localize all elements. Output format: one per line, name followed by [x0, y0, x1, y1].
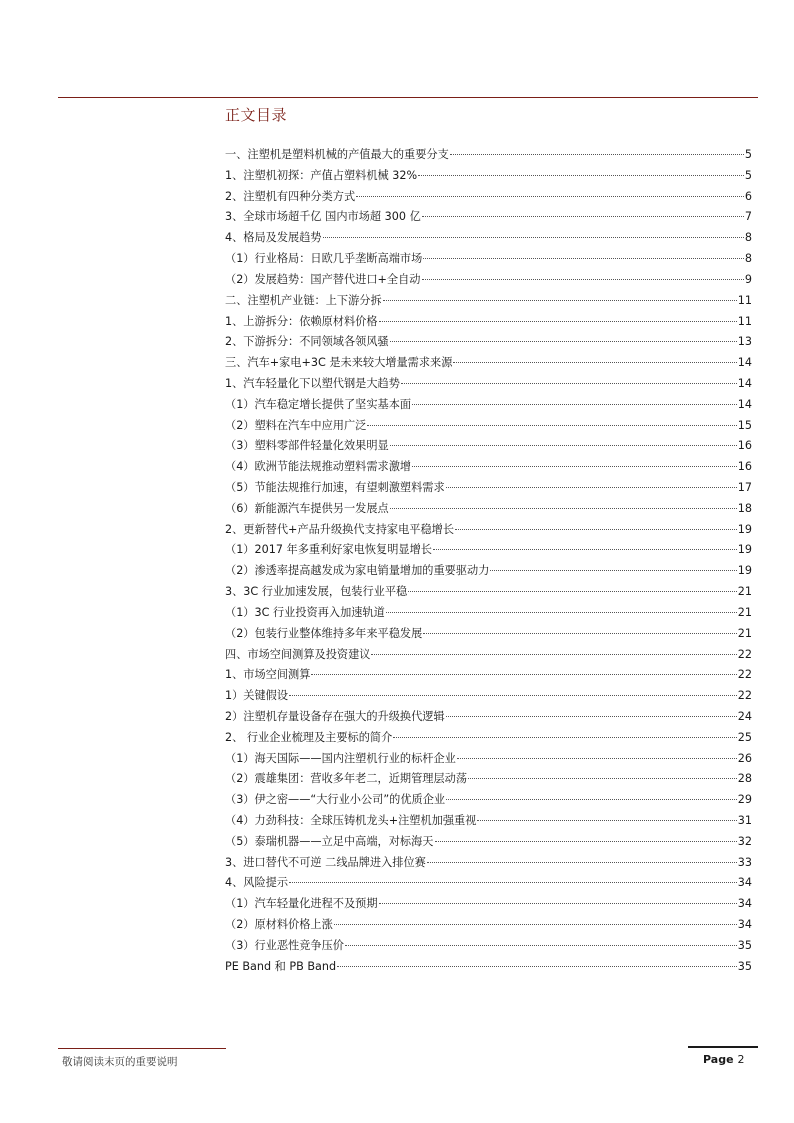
toc-entry-page: 21	[737, 605, 752, 619]
toc-entry-page: 16	[737, 439, 752, 453]
toc-entry-text: 3、3C 行业加速发展，包装行业平稳	[225, 585, 408, 599]
toc-entry-text: PE Band 和 PB Band	[225, 959, 337, 973]
toc-entry-text: （1）汽车轻量化进程不及预期	[225, 897, 378, 911]
toc-entry-page: 8	[744, 252, 752, 266]
toc-entry-text: （4）力劲科技：全球压铸机龙头+注塑机加强重视	[225, 814, 477, 827]
toc-entry[interactable]	[225, 478, 752, 499]
page-number: 2	[737, 1053, 745, 1066]
toc-leader-dots	[289, 881, 737, 883]
toc-leader-dots	[468, 777, 737, 779]
toc-leader-dots	[379, 320, 737, 322]
toc-entry-page: 14	[737, 376, 752, 390]
toc-entry-page: 8	[744, 231, 752, 245]
toc-entry-text: 2、更新替代+产品升级换代支持家电平稳增长	[225, 522, 455, 536]
toc-leader-dots	[401, 382, 737, 384]
toc-leader-dots	[490, 569, 736, 571]
toc-entry[interactable]	[225, 894, 752, 915]
toc-entry-text: （2）原材料价格上涨	[225, 918, 333, 932]
toc-entry-page: 35	[737, 938, 752, 952]
toc-entry-page: 11	[737, 314, 752, 328]
toc-leader-dots	[423, 257, 744, 259]
header-rule	[58, 97, 758, 98]
toc-entry[interactable]	[225, 915, 752, 936]
toc-entry[interactable]	[225, 957, 752, 978]
toc-leader-dots	[367, 424, 736, 426]
toc-entry[interactable]	[225, 520, 752, 541]
toc-leader-dots	[390, 507, 737, 509]
toc-entry[interactable]	[225, 457, 752, 478]
toc-entry[interactable]	[225, 416, 752, 437]
toc-entry[interactable]	[225, 332, 752, 353]
toc-leader-dots	[477, 819, 736, 821]
toc-entry-text: 3、全球市场超千亿 国内市场超 300 亿	[225, 210, 421, 224]
toc-entry[interactable]	[225, 853, 752, 874]
toc-entry[interactable]	[225, 499, 752, 520]
toc-entry[interactable]	[225, 312, 752, 333]
toc-entry-page: 19	[737, 522, 752, 536]
toc-entry-text: （3）塑料零部件轻量化效果明显	[225, 439, 389, 453]
toc-entry-text: 三、汽车+家电+3C 是未来较大增量需求来源	[225, 356, 453, 370]
toc-leader-dots	[323, 236, 744, 238]
toc-entry[interactable]	[225, 645, 752, 666]
toc-entry-text: （3）行业恶性竞争压价	[225, 938, 344, 952]
toc-entry[interactable]	[225, 603, 752, 624]
toc-leader-dots	[356, 195, 744, 197]
toc-entry-text: （1）汽车稳定增长提供了坚实基本面	[225, 397, 412, 411]
toc-entry-text: 2）注塑机存量设备存在强大的升级换代逻辑	[225, 709, 445, 723]
toc-entry-page: 14	[737, 397, 752, 411]
toc-entry-page: 22	[737, 647, 752, 661]
toc-leader-dots	[393, 736, 736, 738]
toc-entry[interactable]	[225, 790, 752, 811]
toc-entry-text: 1、市场空间测算	[225, 668, 311, 682]
toc-entry-text: 1、上游拆分：依赖原材料价格	[225, 314, 378, 328]
toc-entry[interactable]	[225, 707, 752, 728]
toc-leader-dots	[412, 403, 737, 405]
toc-leader-dots	[412, 465, 737, 467]
toc-entry[interactable]	[225, 811, 752, 832]
toc-entry[interactable]	[225, 582, 752, 603]
footer-left-rule	[58, 1048, 226, 1049]
toc-entry-page: 34	[737, 897, 752, 911]
toc-entry-text: （2）震雄集团：营收多年老二，近期管理层动荡	[225, 772, 468, 786]
toc-entry-text: 四、市场空间测算及投资建议	[225, 647, 371, 661]
toc-leader-dots	[446, 715, 737, 717]
toc-leader-dots	[337, 965, 737, 967]
toc-entry-page: 25	[737, 730, 752, 744]
toc-leader-dots	[422, 215, 744, 217]
toc-entry-text: 1）关键假设	[225, 689, 289, 703]
toc-entry[interactable]	[225, 145, 752, 166]
toc-entry-text: （2）发展趋势：国产替代进口+全自动	[225, 272, 421, 286]
toc-leader-dots	[446, 798, 737, 800]
toc-entry-page: 14	[737, 356, 752, 370]
toc-entry-page: 33	[737, 855, 752, 869]
toc-leader-dots	[422, 278, 744, 280]
toc-entry-text: 3、进口替代不可逆 二线品牌进入排位赛	[225, 855, 426, 869]
toc-entry-text: 二、注塑机产业链：上下游分拆	[225, 293, 382, 307]
toc-entry-text: （2）渗透率提高越发成为家电销量增加的重要驱动力	[225, 564, 490, 578]
toc-entry[interactable]	[225, 249, 752, 270]
toc-leader-dots	[334, 923, 737, 925]
toc-title: 正文目录	[225, 106, 288, 124]
toc-entry-text: 4、格局及发展趋势	[225, 231, 322, 245]
toc-entry-page: 7	[744, 210, 752, 224]
toc-entry[interactable]	[225, 166, 752, 187]
toc-entry-page: 19	[737, 543, 752, 557]
toc-entry-page: 6	[744, 189, 752, 203]
toc-entry-page: 28	[737, 772, 752, 786]
toc-entry[interactable]	[225, 395, 752, 416]
toc-entry[interactable]	[225, 353, 752, 374]
toc-entry-text: （1）行业格局：日欧几乎垄断高端市场	[225, 252, 423, 266]
toc-entry[interactable]	[225, 749, 752, 770]
toc-entry[interactable]	[225, 374, 752, 395]
toc-leader-dots	[435, 840, 737, 842]
toc-leader-dots	[383, 299, 737, 301]
toc-entry-text: （1）海天国际——国内注塑机行业的标杆企业	[225, 751, 456, 765]
toc-entry[interactable]	[225, 207, 752, 228]
toc-entry-text: 2、下游拆分：不同领域各领风骚	[225, 335, 389, 349]
toc-leader-dots	[457, 757, 737, 759]
toc-entry-text: 1、汽车轻量化下以塑代钢是大趋势	[225, 376, 400, 390]
toc-leader-dots	[450, 153, 744, 155]
toc-leader-dots	[408, 590, 737, 592]
toc-entry-page: 18	[737, 501, 752, 515]
toc-entry-text: （2）塑料在汽车中应用广泛	[225, 418, 367, 432]
toc-entry[interactable]	[225, 291, 752, 312]
toc-entry-page: 22	[737, 668, 752, 682]
toc-entry-text: 1、注塑机初探：产值占塑料机械 32%	[225, 168, 418, 182]
footer-right-rule	[688, 1046, 758, 1048]
toc-leader-dots	[427, 861, 737, 863]
toc-leader-dots	[390, 340, 737, 342]
toc-entry-text: （6）新能源汽车提供另一发展点	[225, 501, 389, 515]
toc-entry[interactable]	[225, 228, 752, 249]
toc-entry-page: 16	[737, 460, 752, 474]
toc-entry-page: 21	[737, 585, 752, 599]
toc-entry-page: 5	[744, 148, 752, 161]
toc-entry-text: 一、注塑机是塑料机械的产值最大的重要分支	[225, 148, 449, 161]
toc-entry-page: 5	[744, 168, 752, 182]
toc-entry-text: （5）泰瑞机器——立足中高端，对标海天	[225, 834, 434, 848]
toc-leader-dots	[345, 944, 737, 946]
toc-entry[interactable]	[225, 624, 752, 645]
toc-entry[interactable]	[225, 540, 752, 561]
toc-entry-text: （4）欧洲节能法规推动塑料需求激增	[225, 460, 412, 474]
toc-entry-page: 13	[737, 335, 752, 349]
toc-entry-text: （2）包装行业整体维持多年来平稳发展	[225, 626, 423, 640]
toc-entry-page: 17	[737, 481, 752, 494]
toc-leader-dots	[289, 694, 737, 696]
toc-entry-page: 21	[737, 626, 752, 640]
table-of-contents	[225, 145, 752, 978]
toc-entry-page: 24	[737, 709, 752, 723]
toc-entry-page: 35	[737, 959, 752, 973]
toc-entry-page: 26	[737, 751, 752, 765]
toc-leader-dots	[311, 673, 736, 675]
toc-leader-dots	[453, 361, 736, 363]
toc-entry-page: 9	[744, 272, 752, 286]
toc-entry[interactable]	[225, 728, 752, 749]
toc-entry-text: （1）3C 行业投资再入加速轨道	[225, 605, 385, 619]
toc-leader-dots	[418, 174, 744, 176]
toc-leader-dots	[390, 444, 737, 446]
toc-leader-dots	[379, 902, 737, 904]
toc-leader-dots	[386, 611, 737, 613]
toc-entry-page: 34	[737, 918, 752, 932]
toc-entry[interactable]	[225, 187, 752, 208]
toc-leader-dots	[433, 548, 737, 550]
toc-entry-text: 4、风险提示	[225, 876, 289, 890]
toc-entry[interactable]	[225, 769, 752, 790]
toc-entry[interactable]	[225, 686, 752, 707]
toc-entry[interactable]	[225, 832, 752, 853]
footer-notice: 敬请阅读末页的重要说明	[62, 1056, 178, 1068]
toc-entry-page: 19	[737, 564, 752, 578]
toc-entry-page: 31	[737, 814, 752, 827]
toc-leader-dots	[455, 528, 737, 530]
toc-leader-dots	[423, 632, 736, 634]
toc-entry[interactable]	[225, 936, 752, 957]
toc-entry[interactable]	[225, 561, 752, 582]
toc-entry-page: 15	[737, 418, 752, 432]
page-indicator	[703, 1053, 745, 1066]
toc-entry[interactable]	[225, 436, 752, 457]
toc-entry-text: 2、 行业企业梳理及主要标的简介	[225, 730, 393, 744]
toc-leader-dots	[446, 486, 737, 488]
toc-leader-dots	[371, 653, 736, 655]
toc-entry-text: 2、注塑机有四种分类方式	[225, 189, 356, 203]
toc-entry[interactable]	[225, 270, 752, 291]
toc-entry-page: 11	[737, 293, 752, 307]
toc-entry-page: 22	[737, 689, 752, 703]
toc-entry-text: （3）伊之密——“大行业小公司”的优质企业	[225, 793, 446, 807]
toc-entry-page: 29	[737, 793, 752, 807]
toc-entry-page: 34	[737, 876, 752, 890]
toc-entry-text: （5）节能法规推行加速，有望刺激塑料需求	[225, 481, 445, 494]
toc-entry-text: （1）2017 年多重利好家电恢复明显增长	[225, 543, 432, 557]
page-label: Page	[703, 1053, 734, 1066]
toc-entry-page: 32	[737, 834, 752, 848]
toc-entry[interactable]	[225, 665, 752, 686]
toc-entry[interactable]	[225, 873, 752, 894]
